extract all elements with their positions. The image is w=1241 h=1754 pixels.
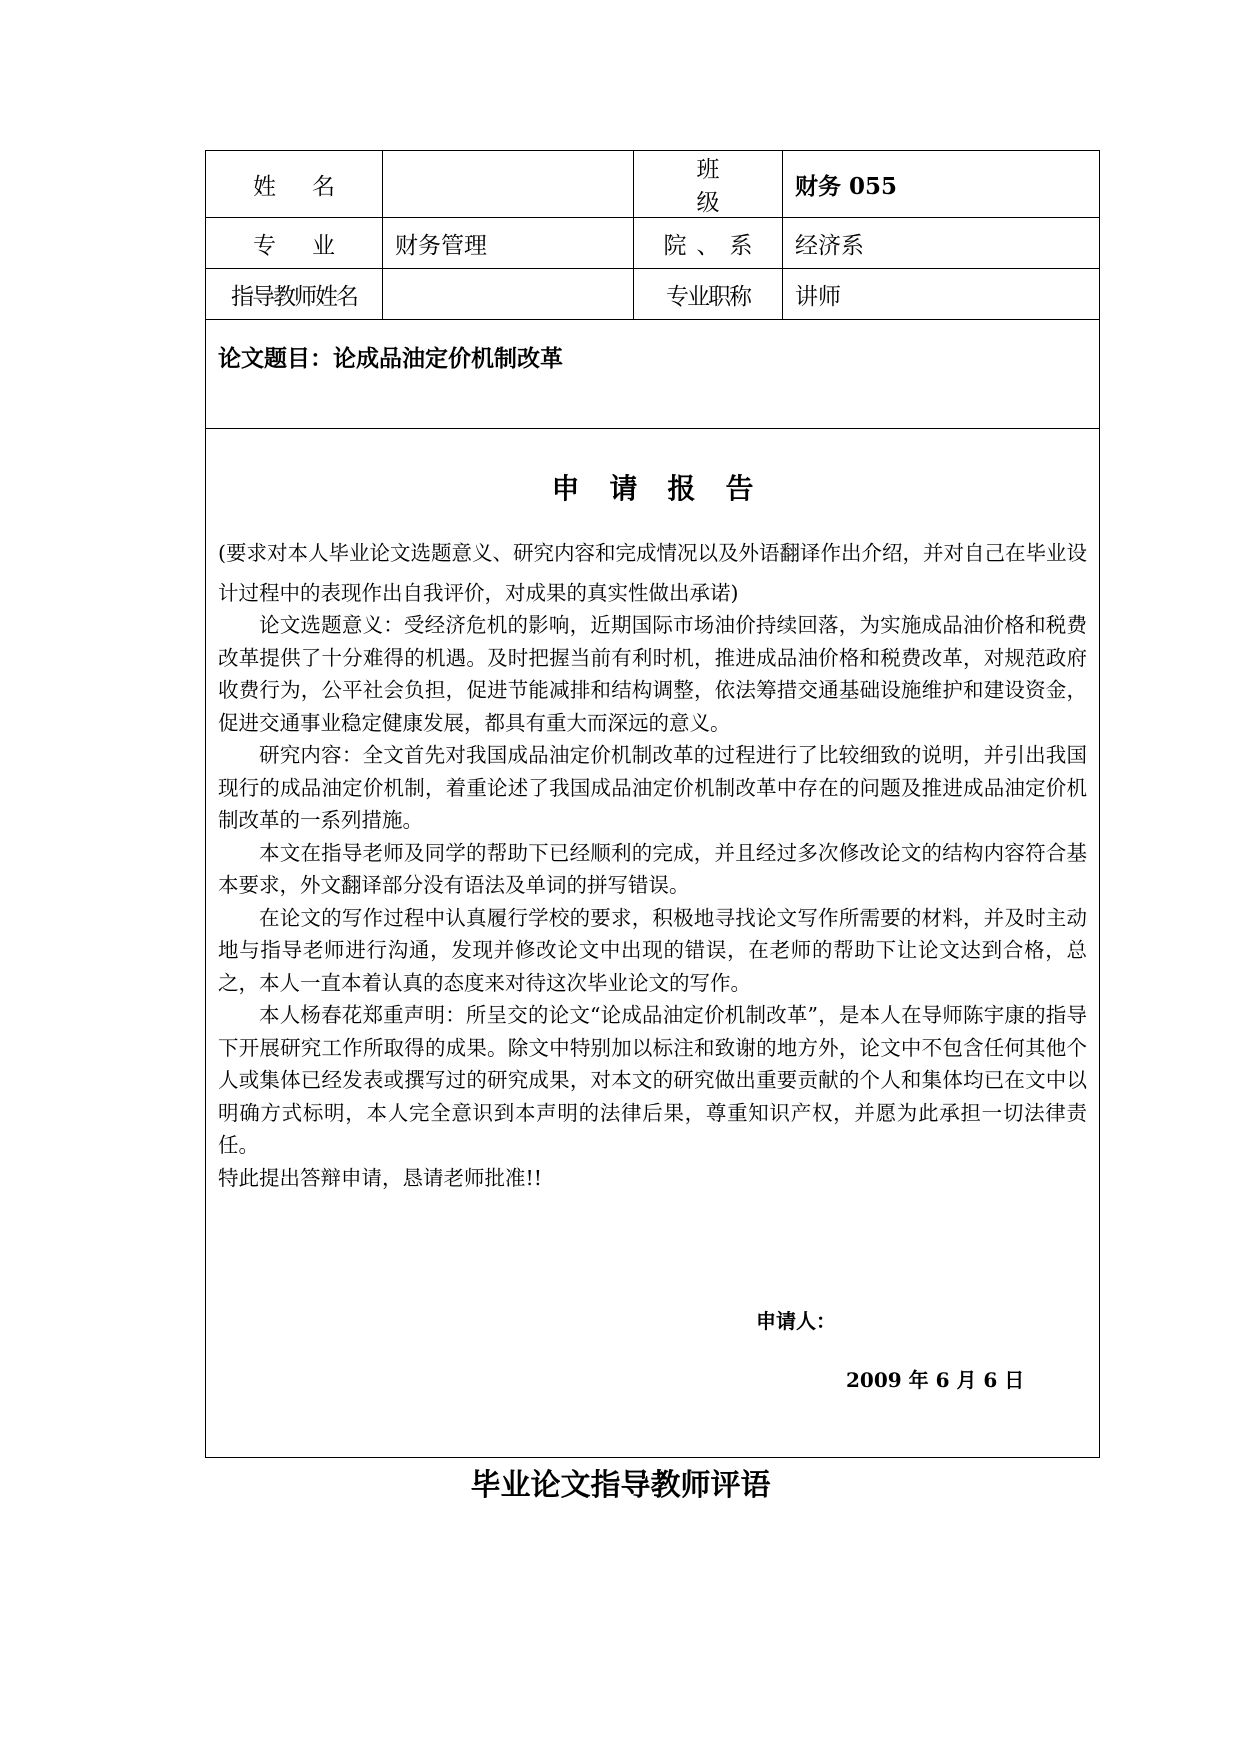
- class-value: 财务 055: [783, 151, 1100, 218]
- requirement-note: (要求对本人毕业论文选题意义、研究内容和完成情况以及外语翻译作出介绍，并对自己在毕业设计过程中的表现作出自我评价，对成果的真实性做出承诺): [218, 541, 1087, 605]
- name-value: [383, 151, 634, 218]
- paragraph-research-content: 研究内容：全文首先对我国成品油定价机制改革的过程进行了比较细致的说明，并引出我国现行的成品油定价机制，着重论述了我国成品油定价机制改革中存在的问题及推进成品油定价机制改革的一系列措施。: [218, 743, 1087, 832]
- info-row-major-dept: [206, 218, 1100, 269]
- name-label: 姓名: [206, 151, 383, 218]
- dept-label: 院、系: [634, 218, 783, 269]
- paragraph-declaration: 本人杨春花郑重声明：所呈交的论文“论成品油定价机制改革”，是本人在导师陈宇康的指导下开展研究工作所取得的成果。除文中特别加以标注和致谢的地方外，论文中不包含任何其他个人或集体已经发表或撰写过的研究成果，对本文的研究做出重要贡献的个人和集体均已在文中以明确方式标明，本人完全意识到本声明的法律后果，尊重知识产权，并愿为此承担一切法律责任。: [218, 1003, 1087, 1157]
- report-body: [206, 467, 1099, 1457]
- closing-request: 特此提出答辩申请，恳请老师批准!!: [218, 1165, 542, 1190]
- report-heading: 申请报告: [551, 472, 784, 505]
- dept-value: 经济系: [783, 218, 1100, 269]
- thesis-topic: 论文题目：论成品油定价机制改革: [206, 320, 1100, 429]
- paragraph-significance: 论文选题意义：受经济危机的影响，近期国际市场油价持续回落，为实施成品油价格和税费改革提供了十分难得的机遇。及时把握当前有利时机，推进成品油价格和税费改革，对规范政府收费行为，公平社会负担，促进节能减排和结构调整，依法筹措交通基础设施维护和建设资金，促进交通事业稳定健康发展，都具有重大而深远的意义。: [218, 613, 1087, 735]
- topic-row: [206, 320, 1100, 429]
- paragraph-self-evaluation: 在论文的写作过程中认真履行学校的要求，积极地寻找论文写作所需要的材料，并及时主动地与指导老师进行沟通，发现并修改论文中出现的错误，在老师的帮助下让论文达到合格，总之，本人一直本着认真的态度来对待这次毕业论文的写作。: [218, 905, 1087, 995]
- info-row-name-class: [206, 151, 1100, 218]
- info-row-advisor-title: [206, 269, 1100, 320]
- major-label: 专业: [206, 218, 383, 269]
- report-row: [206, 429, 1100, 1458]
- paragraph-completion: 本文在指导老师及同学的帮助下已经顺利的完成，并且经过多次修改论文的结构内容符合基本要求，外文翻译部分没有语法及单词的拼写错误。: [218, 840, 1087, 897]
- professional-title-label: 专业职称: [634, 269, 783, 320]
- advisor-label: 指导教师姓名: [206, 269, 383, 320]
- report-cell: [206, 429, 1100, 1458]
- major-value: 财务管理: [383, 218, 634, 269]
- report-date: 2009 年 6 月 6 日: [846, 1368, 1025, 1392]
- professional-title-value: 讲师: [783, 269, 1100, 320]
- application-form: [205, 150, 1100, 1458]
- class-label: 班级: [634, 151, 783, 218]
- advisor-value: [383, 269, 634, 320]
- applicant-label: 申请人：: [756, 1309, 836, 1333]
- advisor-comments-title: 毕业论文指导教师评语: [470, 1468, 771, 1503]
